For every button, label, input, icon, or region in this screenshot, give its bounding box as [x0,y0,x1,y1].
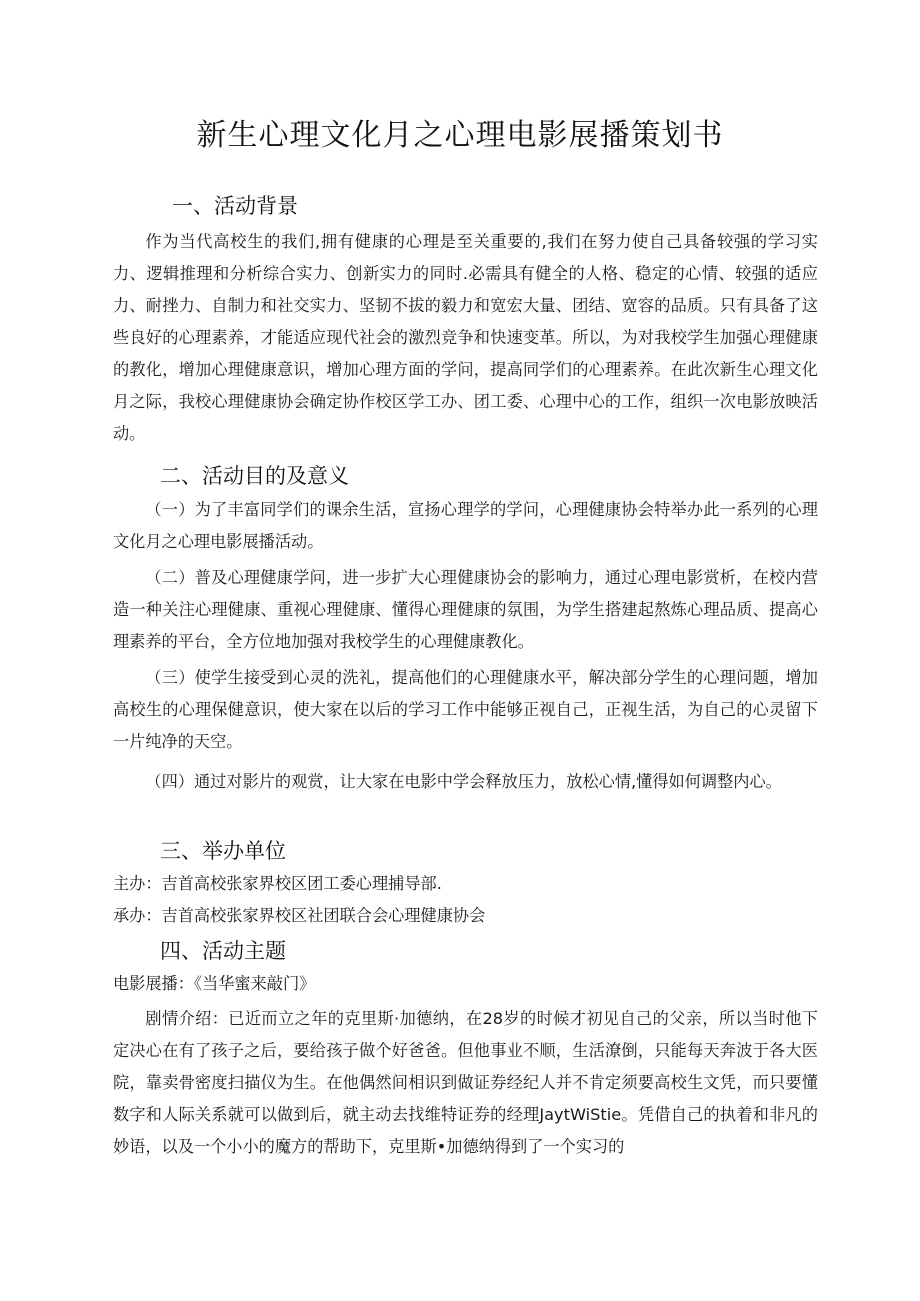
film-synopsis: 剧情介绍：已近而立之年的克里斯·加德纳，在28岁的时候才初见自己的父亲，所以当时他下定决心在有了孩子之后，要给孩子做个好爸爸。但他事业不顺，生活潦倒，只能每天奔波于各大医院，靠卖骨密度扫描仪为生。在他偶然间相识到做证券经纪人并不肯定须要高校生文凭，而只要懂数字和人际关系就可以做到后，就主动去找维特证券的经理JaytWiStie。凭借自己的执着和非凡的妙语，以及一个小小的魔方的帮助下，克里斯•加德纳得到了一个实习的 [113,1009,818,1156]
section-heading-organizers: 三、举办单位 [160,839,286,863]
organizer-co-host: 承办：吉首高校张家界校区社团联合会心理健康协会 [113,906,486,925]
section-heading-background: 一、活动背景 [172,194,298,218]
section-heading-purpose: 二、活动目的及意义 [160,464,349,488]
document-title: 新生心理文化月之心理电影展播策划书 [196,118,724,153]
purpose-item-3: （三）使学生接受到心灵的洗礼，提高他们的心理健康水平，解决部分学生的心理问题，增加高校生的心理保健意识，使大家在以后的学习工作中能够正视自己，正视生活，为自己的心灵留下一片纯净的天空。 [113,668,818,751]
purpose-item-2: （二）普及心理健康学问，进一步扩大心理健康协会的影响力，通过心理电影赏析，在校内营造一种关注心理健康、重视心理健康、懂得心理健康的氛围，为学生搭建起熬炼心理品质、提高心理素养的平台，全方位地加强对我校学生的心理健康教化。 [113,568,818,651]
purpose-item-4: （四）通过对影片的观赏，让大家在电影中学会释放压力，放松心情,懂得如何调整内心。 [145,772,782,791]
film-title: 电影展播：《当华蜜来敲门》 [113,974,316,993]
purpose-item-1: （一）为了丰富同学们的课余生活，宣扬心理学的学问，心理健康协会特举办此一系列的心理文化月之心理电影展播活动。 [113,500,818,551]
background-paragraph: 作为当代高校生的我们,拥有健康的心理是至关重要的,我们在努力使自己具备较强的学习实力、逻辑推理和分析综合实力、创新实力的同时.必需具有健全的人格、稳定的心情、较强的适应力、耐挫力、自制力和社交实力、坚韧不拔的毅力和宽宏大量、团结、宽容的品质。只有具备了这些良好的心理素养，才能适应现代社会的激烈竞争和快速变革。所以，为对我校学生加强心理健康的教化，增加心理健康意识，增加心理方面的学问，提高同学们的心理素养。在此次新生心理文化月之际，我校心理健康协会确定协作校区学工办、团工委、心理中心的工作，组织一次电影放映活动。 [113,232,818,443]
section-heading-theme: 四、活动主题 [160,939,286,963]
organizer-host: 主办：吉首高校张家界校区团工委心理捕导部. [113,874,442,893]
